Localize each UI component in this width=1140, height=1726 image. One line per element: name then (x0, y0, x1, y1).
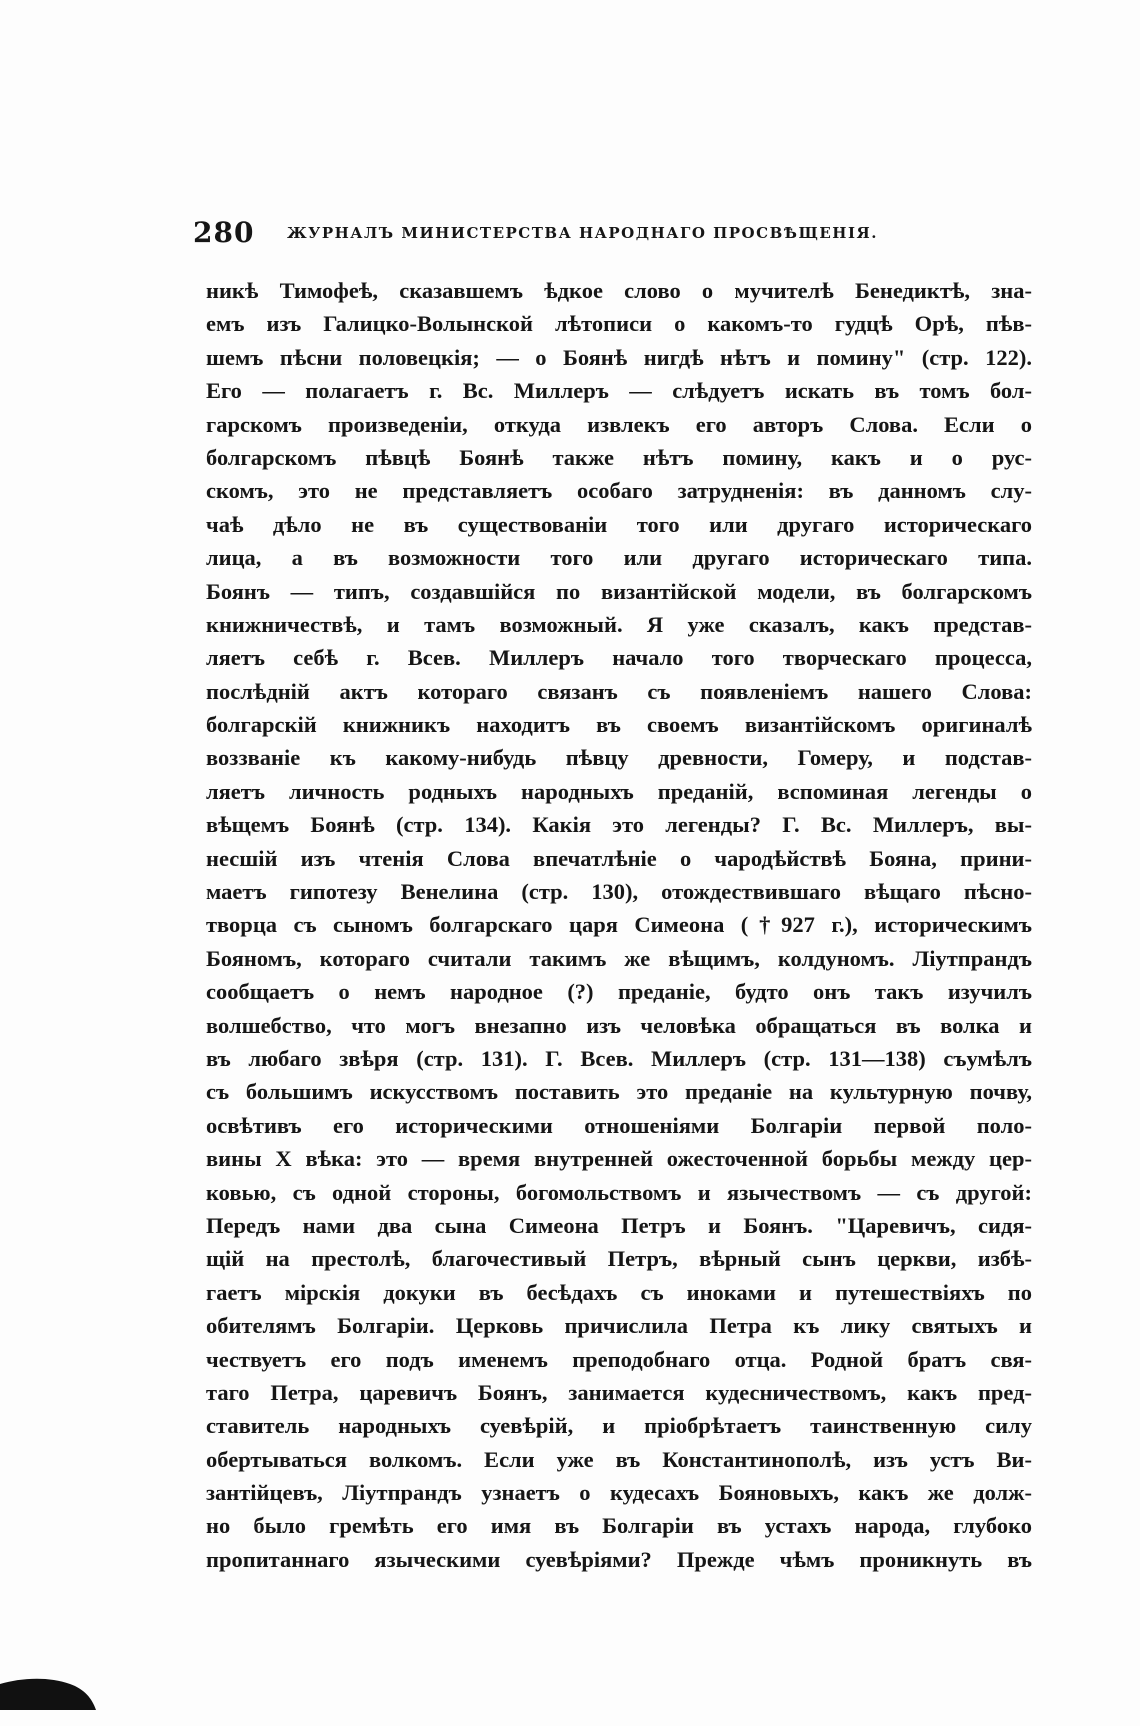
body-text (206, 274, 1032, 1576)
text-line: Боянъ — типъ, создавшійся по византійской модели, въ болгарскомъ (206, 578, 1032, 604)
text-line: Передъ нами два сына Симеона Петръ и Боянъ. "Царевичъ, сидя- (206, 1212, 1032, 1238)
text-line: но было гремѣть его имя въ Болгаріи въ устахъ народа, глубоко (206, 1513, 1032, 1539)
text-line: лица, а въ возможности того или другаго историческаго типа. (206, 545, 1032, 571)
text-line: Его — полагаетъ г. Вс. Миллеръ — слѣдуетъ искать въ томъ бол- (206, 378, 1032, 404)
text-line: вины X вѣка: это — время внутренней ожесточенной борьбы между цер- (206, 1146, 1032, 1172)
text-line: ляетъ себѣ г. Всев. Миллеръ начало того творческаго процесса, (206, 645, 1032, 671)
text-line: книжничествѣ, и тамъ возможный. Я уже сказалъ, какъ представ- (206, 611, 1032, 637)
text-line: емъ изъ Галицко-Волынской лѣтописи о какомъ-то гудцѣ Орѣ, пѣв- (206, 311, 1032, 337)
text-line: послѣдній актъ котораго связанъ съ появленіемъ нашего Слова: (206, 678, 1032, 704)
page-number: 280 (193, 216, 255, 249)
text-line: сообщаетъ о немъ народное (?) преданіе, будто онъ такъ изучилъ (206, 979, 1032, 1005)
text-line: шемъ пѣсни половецкія; — о Боянѣ нигдѣ нѣтъ и помину" (стр. 122). (206, 344, 1032, 370)
scan-thumb-smudge (0, 1670, 96, 1710)
text-line: ляетъ личность родныхъ народныхъ преданій, вспоминая легенды о (206, 778, 1032, 804)
text-line: ставитель народныхъ суевѣрій, и пріобрѣтаетъ таинственную силу (206, 1413, 1032, 1439)
text-line: болгарскомъ пѣвцѣ Боянѣ также нѣтъ помину, какъ и о рус- (206, 444, 1032, 470)
text-line: гаетъ мірскія докуки въ бесѣдахъ съ иноками и путешествіяхъ по (206, 1279, 1032, 1305)
text-line: болгарскій книжникъ находитъ въ своемъ византійскомъ оригиналѣ (206, 712, 1032, 738)
text-line: воззваніе къ какому-нибудь пѣвцу древности, Гомеру, и подстав- (206, 745, 1032, 771)
text-line: въ любаго звѣря (стр. 131). Г. Всев. Миллеръ (стр. 131—138) съумѣлъ (206, 1045, 1032, 1071)
text-line: щій на престолѣ, благочестивый Петръ, вѣрный сынъ церкви, избѣ- (206, 1246, 1032, 1272)
text-line: чаѣ дѣло не въ существованіи того или другаго историческаго (206, 511, 1032, 537)
text-line: ковью, съ одной стороны, богомольствомъ и язычествомъ — съ другой: (206, 1179, 1032, 1205)
text-line: съ большимъ искусствомъ поставить это преданіе на культурную почву, (206, 1079, 1032, 1105)
text-line: гарскомъ произведеніи, откуда извлекъ его авторъ Слова. Если о (206, 411, 1032, 437)
text-line: несшій изъ чтенія Слова впечатлѣніе о чародѣйствѣ Бояна, прини- (206, 845, 1032, 871)
text-line: чествуетъ его подъ именемъ преподобнаго отца. Родной братъ свя- (206, 1346, 1032, 1372)
journal-title: ЖУРНАЛЪ МИНИСТЕРСТВА НАРОДНАГО ПРОСВѢЩЕНІЯ. (287, 224, 878, 242)
text-line: зантійцевъ, Ліутпрандъ узнаетъ о кудесахъ Бояновыхъ, какъ же долж- (206, 1480, 1032, 1506)
text-line: освѣтивъ его историческими отношеніями Болгаріи первой поло- (206, 1112, 1032, 1138)
text-line: творца съ сыномъ болгарскаго царя Симеона (†927 г.), историческимъ (206, 912, 1032, 938)
text-line: обителямъ Болгаріи. Церковь причислила Петра къ лику святыхъ и (206, 1313, 1032, 1339)
text-line: скомъ, это не представляетъ особаго затрудненія: въ данномъ слу- (206, 478, 1032, 504)
text-line: никѣ Тимофеѣ, сказавшемъ ѣдкое слово о мучителѣ Бенедиктѣ, зна- (206, 278, 1032, 303)
running-head (193, 216, 1033, 256)
text-line: вѣщемъ Боянѣ (стр. 134). Какія это легенды? Г. Вс. Миллеръ, вы- (206, 812, 1032, 838)
text-line: маетъ гипотезу Венелина (стр. 130), отождествившаго вѣщаго пѣсно- (206, 879, 1032, 905)
text-line: обертываться волкомъ. Если уже въ Константинополѣ, изъ устъ Ви- (206, 1446, 1032, 1472)
text-line: таго Петра, царевичъ Боянъ, занимается кудесничествомъ, какъ пред- (206, 1379, 1032, 1405)
text-line: волшебство, что могъ внезапно изъ человѣка обращаться въ волка и (206, 1012, 1032, 1038)
text-line: пропитаннаго языческими суевѣріями? Прежде чѣмъ проникнуть въ (206, 1546, 1032, 1572)
text-line: Бояномъ, котораго считали такимъ же вѣщимъ, колдуномъ. Ліутпрандъ (206, 945, 1032, 971)
